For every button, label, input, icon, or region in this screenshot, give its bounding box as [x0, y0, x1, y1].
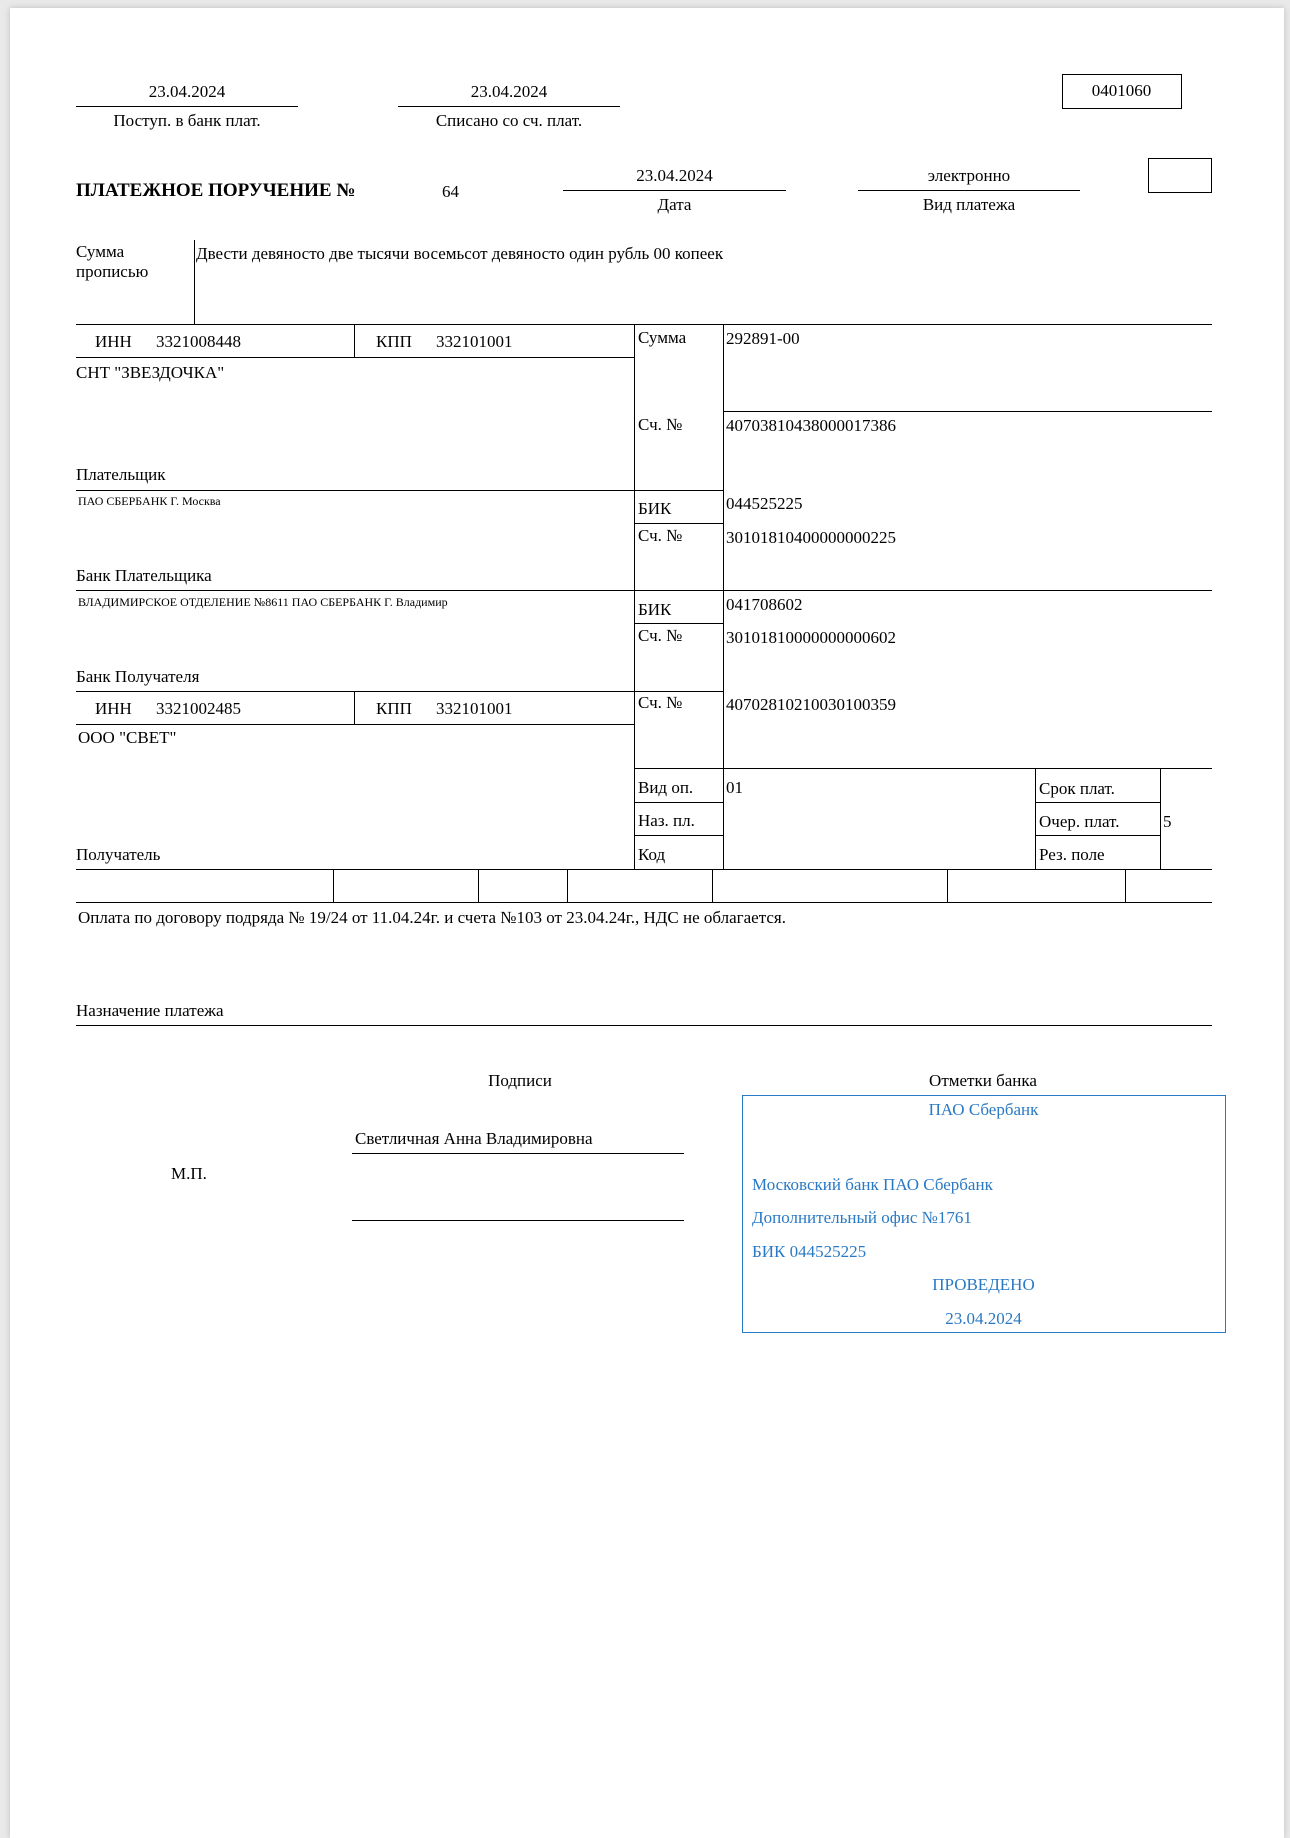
payee-inn-kpp-divider [354, 691, 355, 724]
grid-col-divider-2 [723, 324, 724, 869]
payer-bank-acc: 30101810400000000225 [726, 528, 896, 547]
payee-bank-acc-label: Сч. № [638, 626, 683, 645]
payer-account-label: Сч. № [638, 415, 683, 434]
payee-name: ООО "СВЕТ" [78, 728, 177, 747]
vid-op: 01 [726, 778, 743, 797]
payer-kpp-label: КПП [376, 332, 412, 351]
page-title: ПЛАТЕЖНОЕ ПОРУЧЕНИЕ № [76, 180, 356, 201]
payee-bank-top-line [76, 590, 1212, 591]
amount-value: 292891-00 [726, 329, 800, 348]
tax-cell-divider-1 [333, 869, 334, 902]
vid-op-line [634, 802, 723, 803]
payer-bank-name: ПАО СБЕРБАНК Г. Москва [78, 494, 221, 508]
amount-label: Сумма [638, 328, 687, 347]
received-label: Поступ. в банк плат. [113, 111, 261, 130]
tax-cell-divider-3 [567, 869, 568, 902]
bank-stamp [742, 1095, 1226, 1333]
vid-op-label: Вид оп. [638, 778, 694, 797]
grid-col-divider-1 [634, 324, 635, 869]
kod-label: Код [638, 845, 666, 864]
form-code-box [1062, 74, 1182, 109]
payer-label: Плательщик [76, 465, 166, 484]
payment-type-label: Вид платежа [922, 195, 1016, 214]
payer-bank-bik-line [634, 523, 723, 524]
tax-cell-divider-5 [947, 869, 948, 902]
payee-bank-bik-line [634, 623, 723, 624]
ocher-label: Очер. плат. [1039, 812, 1120, 831]
naz-pl-line [634, 835, 723, 836]
tax-cell-divider-4 [712, 869, 713, 902]
payee-acc: 40702810210030100359 [726, 695, 896, 714]
stamp-place: М.П. [171, 1164, 207, 1183]
stamp-bank-name: ПАО Сбербанк [928, 1100, 1039, 1119]
debited-date-line [398, 106, 620, 107]
signatures-title: Подписи [488, 1071, 552, 1090]
payee-kpp-label: КПП [376, 699, 412, 718]
ocher-value: 5 [1163, 812, 1172, 831]
tax-cell-divider-2 [478, 869, 479, 902]
payee-acc-label: Сч. № [638, 693, 683, 712]
amount-words-divider [194, 240, 195, 324]
payee-top-line [76, 691, 723, 692]
purpose-bottom-line [76, 1025, 1212, 1026]
payee-bank-name: ВЛАДИМИРСКОЕ ОТДЕЛЕНИЕ №8611 ПАО СБЕРБАНК Г. Владимир [78, 595, 448, 609]
signature-line-1 [352, 1153, 684, 1154]
stamp-branch: Московский банк ПАО Сбербанк [752, 1175, 993, 1194]
signature-line-2 [352, 1220, 684, 1221]
stamp-status: ПРОВЕДЕНО [932, 1275, 1035, 1294]
received-date-line [76, 106, 298, 107]
form-code: 0401060 [1091, 81, 1152, 100]
amount-words-label-2: прописью [76, 262, 149, 281]
srok-line [1035, 802, 1160, 803]
naz-pl-label: Наз. пл. [638, 811, 695, 830]
payment-type: электронно [927, 166, 1011, 185]
ocher-line [1035, 835, 1160, 836]
stamp-bik: БИК 044525225 [752, 1242, 867, 1261]
payer-inn-kpp-divider [354, 324, 355, 357]
status-box [1148, 158, 1212, 193]
stamp-date: 23.04.2024 [945, 1309, 1022, 1328]
payer-kpp: 332101001 [436, 332, 513, 351]
payee-inn-label: ИНН [95, 699, 132, 718]
signer-name: Светличная Анна Владимировна [355, 1129, 593, 1148]
payer-inn-row-line [76, 357, 634, 358]
srok-col-divider [1035, 768, 1036, 869]
order-date: 23.04.2024 [636, 166, 713, 185]
tax-row-bottom-line [76, 902, 1212, 903]
order-date-line [563, 190, 786, 191]
ocher-col-divider [1160, 768, 1161, 869]
purpose-text: Оплата по договору подряда № 19/24 от 11.04.24г. и счета №103 от 23.04.24г., НДС не облагается. [78, 908, 786, 927]
payee-kpp: 332101001 [436, 699, 513, 718]
payment-type-line [858, 190, 1080, 191]
amount-words-label-1: Сумма [76, 242, 125, 261]
bank-marks-title: Отметки банка [929, 1071, 1037, 1090]
payee-bank-label: Банк Получателя [76, 667, 200, 686]
tax-cell-divider-6 [1125, 869, 1126, 902]
payer-inn: 3321008448 [156, 332, 241, 351]
order-number: 64 [442, 182, 459, 201]
payer-name: СНТ "ЗВЕЗДОЧКА" [76, 363, 225, 382]
payer-inn-label: ИНН [95, 332, 132, 351]
received-date: 23.04.2024 [148, 82, 226, 101]
payment-order-page [10, 8, 1284, 1838]
payee-bank-bik: 041708602 [726, 595, 803, 614]
payer-bank-top-line [76, 490, 723, 491]
debited-label: Списано со сч. плат. [435, 111, 583, 130]
rez-label: Рез. поле [1039, 845, 1105, 864]
payee-inn-row-line [76, 724, 634, 725]
payee-label: Получатель [76, 845, 161, 864]
amount-words-text: Двести девяносто две тысячи восемьсот девяносто один рубль 00 копеек [196, 244, 724, 263]
payee-inn: 3321002485 [156, 699, 241, 718]
stamp-office: Дополнительный офис №1761 [752, 1208, 972, 1227]
payee-bank-bik-label: БИК [638, 600, 672, 619]
srok-label: Срок плат. [1039, 779, 1115, 798]
purpose-label: Назначение платежа [76, 1001, 224, 1020]
payer-bank-bik-label: БИК [638, 499, 672, 518]
tax-row-top-line [76, 869, 1212, 870]
payer-bank-acc-label: Сч. № [638, 526, 683, 545]
grid-top-line [76, 324, 1212, 325]
operation-top-line [634, 768, 1212, 769]
payer-account: 40703810438000017386 [726, 416, 896, 435]
debited-date: 23.04.2024 [470, 82, 548, 101]
amount-row-line [723, 411, 1212, 412]
payer-bank-label: Банк Плательщика [76, 566, 212, 585]
order-date-label: Дата [657, 195, 692, 214]
payer-bank-bik: 044525225 [726, 494, 803, 513]
payee-bank-acc: 30101810000000000602 [726, 628, 896, 647]
